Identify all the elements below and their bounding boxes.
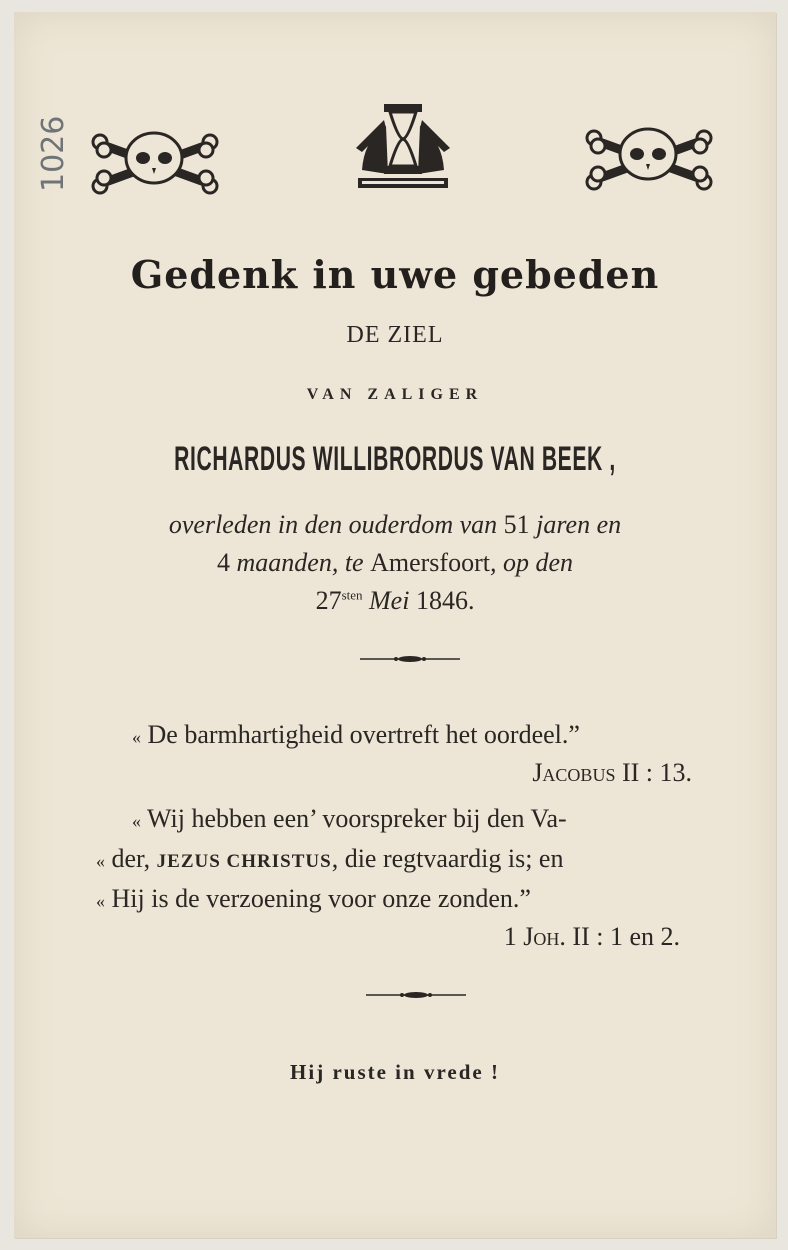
memorial-card <box>14 12 776 1238</box>
divider-ornament <box>366 990 466 1000</box>
text-line-2: 4 maanden, te Amersfoort, op den <box>217 548 573 577</box>
text-line-1: overleden in den ouderdom van 51 jaren en <box>168 510 622 539</box>
quote-2-line-1: « Wij hebben een’ voorspreker bij den Va- <box>132 804 567 833</box>
subheading: DE ZIEL <box>346 322 444 348</box>
quote-1-reference: Jacobus II : 13. <box>532 758 692 787</box>
quote-2-line-3: « Hij is de verzoening voor onze zonden.” <box>96 884 531 913</box>
closing-line: Hij ruste in vrede ! <box>290 1060 500 1084</box>
quote-2-reference: 1 Joh. II : 1 en 2. <box>503 922 680 951</box>
archive-number: 1026 <box>36 115 71 192</box>
text-line-3: $27^{sten}$ Mei 1846. <box>315 586 475 615</box>
quote-1: « De barmhartigheid overtreft het oordeel.” <box>132 720 580 749</box>
divider-ornament <box>360 654 460 664</box>
quote-2-line-2: « der, JEZUS CHRISTUS, die regtvaardig is; en <box>96 844 564 873</box>
heading: Gedenk in uwe gebeden <box>130 252 660 297</box>
deceased-name: RICHARDUS WILLIBRORDUS VAN BEEK , <box>174 440 616 478</box>
hourglass-wings-icon <box>354 100 452 192</box>
skull-crossbones-icon <box>90 126 222 196</box>
preface: VAN ZALIGER <box>306 386 484 403</box>
skull-crossbones-icon <box>584 122 716 192</box>
